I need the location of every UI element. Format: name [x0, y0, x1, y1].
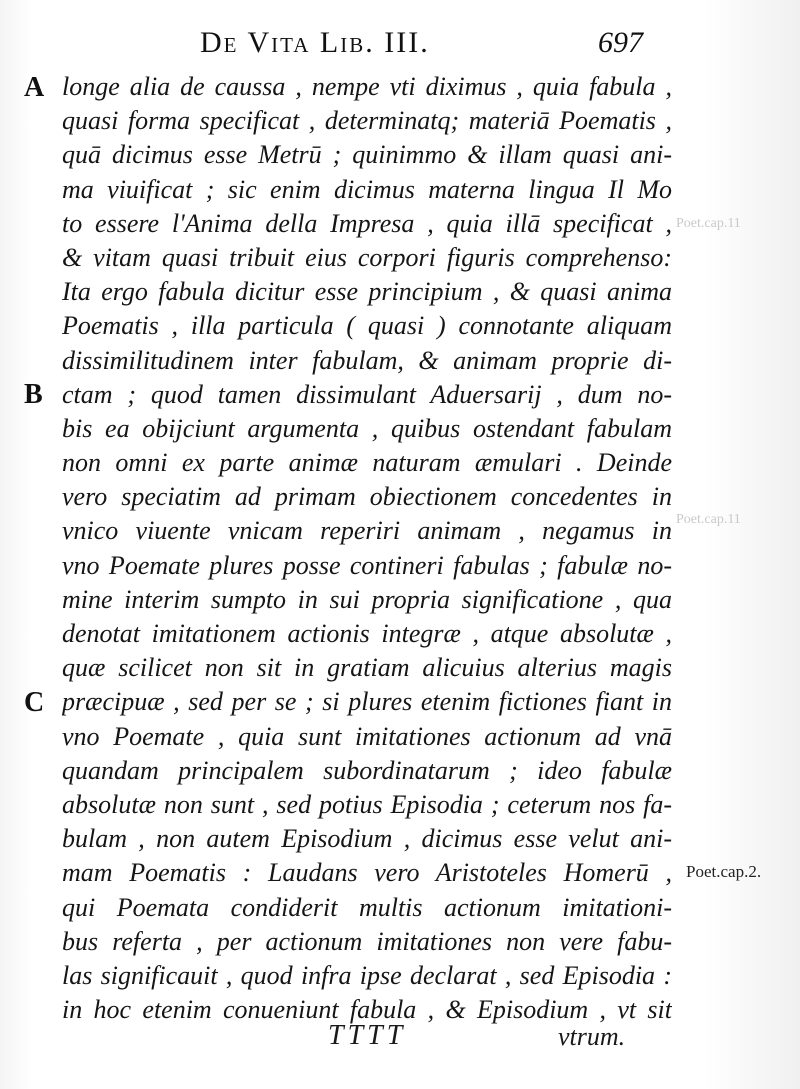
text-line: denotat imitationem actionis integræ , atque absolutæ , [62, 619, 672, 648]
text-line: Poematis , illa particula ( quasi ) connotante aliquam [62, 311, 672, 341]
text-line: quasi forma specificat , determinatq; materiā Poematis , [62, 106, 672, 136]
running-head: De Vita Lib. III. [200, 26, 430, 59]
text-line: ctam ; quod tamen dissimulant Aduersarij , dum no- [62, 379, 672, 409]
text-line: las significauit , quod infra ipse declarat , sed Episodia : [62, 960, 672, 990]
text-line: Ita ergo fabula dicitur esse principium , & quasi anima [62, 277, 672, 307]
text-line: absolutæ non sunt , sed potius Episodia ; ceterum nos fa- [62, 789, 672, 819]
text-line: & vitam quasi tribuit eius corpori figuris comprehenso: [62, 242, 672, 272]
marginal-note: Poet.cap.2. [686, 862, 762, 881]
section-marker-a: A [24, 72, 45, 103]
text-line: qui Poemata condiderit multis actionum imitationi- [62, 892, 672, 922]
text-line: bus referta , per actionum imitationes non vere fabu- [62, 926, 672, 956]
text-line: quandam principalem subordinatarum ; ideo fabulæ [62, 755, 672, 785]
text-line: ma viuificat ; sic enim dicimus materna lingua Il Mo [62, 174, 672, 204]
text-line: bulam , non autem Episodium , dicimus esse velut ani- [62, 824, 672, 854]
text-line: vno Poemate plures posse contineri fabulas ; fabulæ no- [62, 550, 672, 580]
text-line: longe alia de caussa , nempe vti diximus , quia fabula , [62, 72, 672, 101]
page-number: 697 [598, 26, 643, 59]
text-line: mam Poematis : Laudans vero Aristoteles Homerū , [62, 858, 672, 888]
signature-mark: TTTT [328, 1020, 407, 1051]
text-line: vno Poemate , quia sunt imitationes actionum ad vnā [62, 721, 672, 751]
text-line: to essere l'Anima della Impresa , quia illā specificat , [62, 208, 672, 238]
text-line: dissimilitudinem inter fabulam, & animam proprie di- [62, 345, 672, 375]
text-line: vero speciatim ad primam obiectionem concedentes in [62, 482, 672, 512]
text-line: in hoc etenim conueniunt fabula , & Episodium , vt sit [62, 995, 672, 1025]
text-line: quæ scilicet non sit in gratiam alicuius alterius magis [62, 653, 672, 683]
bleed-through-note-lower: Poet.cap.11 [676, 512, 741, 527]
bleed-through-note-upper: Poet.cap.11 [676, 216, 741, 231]
text-line: vnico viuente vnicam reperiri animam , negamus in [62, 516, 672, 546]
text-line: quā dicimus esse Metrū ; quinimmo & illam quasi ani- [62, 140, 672, 170]
body-text [62, 70, 672, 1027]
text-line: non omni ex parte animæ naturam æmulari . Deinde [62, 448, 672, 478]
text-line: mine interim sumpto in sui propria significatione , qua [62, 584, 672, 614]
text-line: præcipuæ , sed per se ; si plures etenim fictiones fiant in [62, 687, 672, 717]
section-marker-c: C [24, 687, 45, 718]
section-marker-b: B [24, 379, 43, 410]
text-line: bis ea obijciunt argumenta , quibus ostendant fabulam [62, 413, 672, 443]
catchword: vtrum. [558, 1022, 626, 1051]
